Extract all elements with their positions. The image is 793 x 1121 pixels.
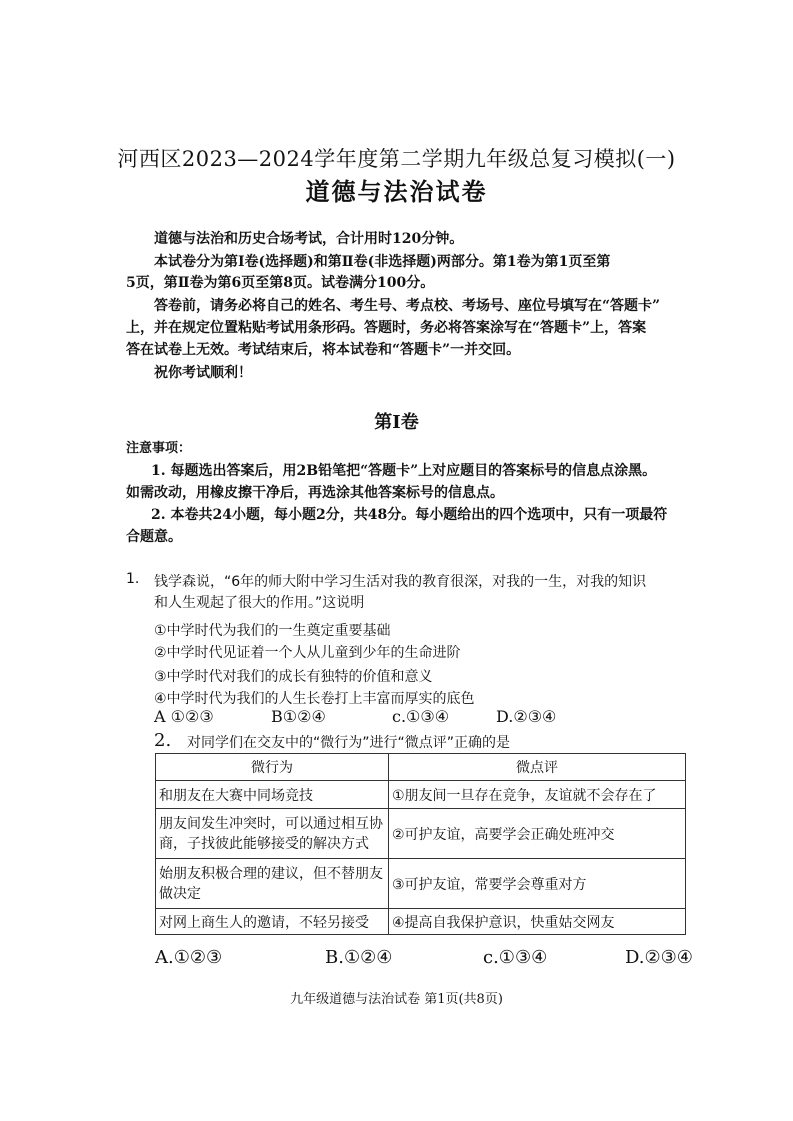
table-header: 微行为	[156, 754, 389, 781]
answer-option-a: A ①②③	[154, 707, 214, 726]
table-cell: ①朋友间一旦存在竞争，友谊就不会存在了	[389, 781, 686, 809]
intro-line: 5页，第Ⅱ卷为第6页至第8页。试卷满分100分。	[126, 275, 435, 291]
table-cell: 朋友间发生冲突时，可以通过相互协商，子找彼此能够接受的解决方式	[156, 809, 389, 859]
intro-line: 答在试卷上无效。考试结束后，将本试卷和“答题卡”一并交回。	[126, 342, 521, 358]
question-stem: 和人生观起了很大的作用。”这说明	[154, 595, 365, 611]
table-cell: 始朋友积极合理的建议，但不替朋友做决定	[156, 859, 389, 909]
intro-line: 祝你考试顺利！	[154, 365, 252, 381]
table-cell: ③可护友谊，常要学会尊重对方	[389, 859, 686, 909]
table-row	[156, 809, 686, 859]
statement: ①中学时代为我们的一生奠定重要基础	[154, 623, 391, 639]
intro-line: 道德与法治和历史合场考试，合计用时120分钟。	[154, 231, 464, 247]
notice-label: 注意事项：	[126, 441, 192, 456]
question-stem: 钱学森说，“6年的师大附中学习生活对我的教育很深，对我的一生，对我的知识	[154, 574, 647, 590]
exam-subject-title: 道德与法治试卷	[305, 177, 488, 206]
table-cell: ②可护友谊，高要学会正确处班冲交	[389, 809, 686, 859]
statement: ④中学时代为我们的人生长卷打上丰富而厚实的底色	[154, 691, 475, 707]
intro-line: 本试卷分为第Ⅰ卷(选择题)和第Ⅱ卷(非选择题)两部分。第1卷为第1页至第	[154, 254, 611, 270]
answer-option-c: c.①③④	[392, 707, 450, 726]
answer-option-c: c.①③④	[483, 947, 548, 968]
table-row	[156, 909, 686, 935]
notice-line: 1. 每题选出答案后，用2B铅笔把“答题卡”上对应题目的答案标号的信息点涂黑。	[151, 463, 657, 479]
table-row	[156, 859, 686, 909]
table-row	[156, 781, 686, 809]
table-cell: 和朋友在大赛中同场竞技	[156, 781, 389, 809]
section-title: 第Ⅰ卷	[374, 412, 419, 433]
statement: ③中学时代对我们的成长有独特的价值和意义	[154, 669, 433, 685]
intro-line: 上，并在规定位置粘贴考试用条形码。答题时，务必将答案涂写在“答题卡”上，答案	[126, 320, 647, 336]
answer-option-d: D.②③④	[496, 707, 557, 726]
question-stem: 对同学们在交友中的“微行为”进行“微点评”正确的是	[187, 735, 511, 751]
answer-option-d: D.②③④	[625, 947, 693, 968]
table-header: 微点评	[389, 754, 686, 781]
exam-title: 河西区2023—2024学年度第二学期九年级总复习模拟(一)	[117, 147, 676, 171]
notice-line: 如需改动，用橡皮擦干净后，再选涂其他答案标号的信息点。	[126, 485, 504, 501]
table-cell: 对网上商生人的邀请，不轻另接受	[156, 909, 389, 935]
page-footer: 九年级道德与法治试卷 第1页(共8页)	[290, 992, 503, 1007]
intro-line: 答卷前，请务必将自己的姓名、考生号、考点校、考场号、座位号填写在“答题卡”	[154, 298, 661, 314]
answer-option-b: B.①②④	[325, 947, 393, 968]
table-cell: ④提高自我保护意识，快重姑交网友	[389, 909, 686, 935]
question-number: 1.	[126, 571, 140, 587]
answer-option-b: B①②④	[271, 707, 326, 726]
behavior-comment-table	[155, 753, 686, 935]
statement: ②中学时代见证着一个人从儿童到少年的生命进阶	[154, 645, 461, 661]
notice-line: 2. 本卷共24小题，每小题2分，共48分。每小题给出的四个选项中，只有一项最符	[151, 507, 668, 523]
answer-option-a: A.①②③	[155, 947, 223, 968]
question-number: 2.	[154, 730, 172, 751]
notice-line: 合题意。	[126, 529, 182, 545]
